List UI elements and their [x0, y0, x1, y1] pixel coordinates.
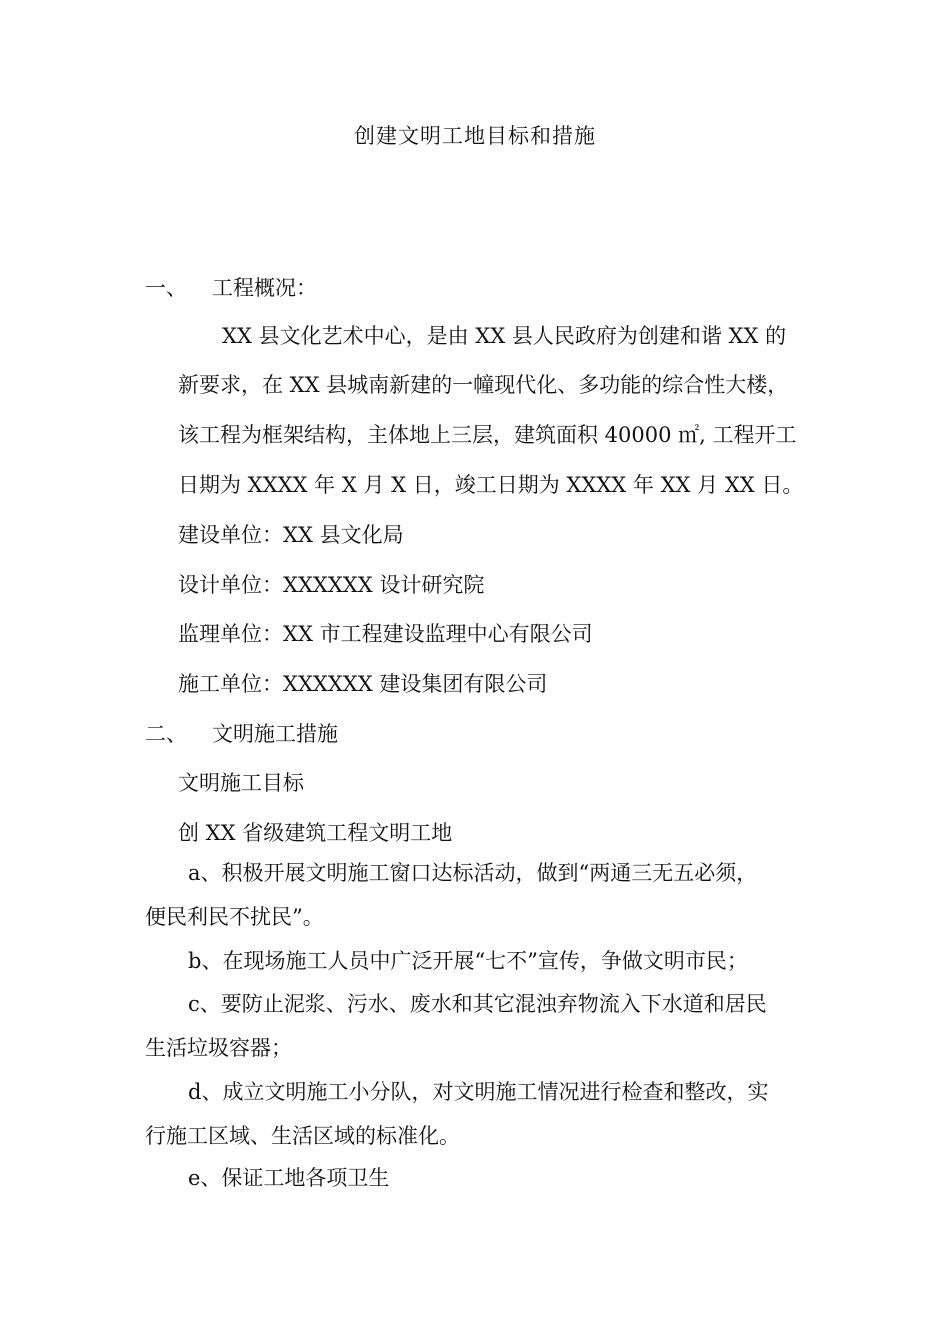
- section-1-number: 一、: [145, 276, 187, 300]
- item-c-line-2: 生活垃圾容器；: [145, 1036, 292, 1060]
- goal-heading: 文明施工目标: [178, 771, 304, 795]
- overview-line-3: 该工程为框架结构，主体地上三层，建筑面积 40000 ㎡, 工程开工: [178, 423, 797, 447]
- section-2-heading: 文明施工措施: [212, 722, 338, 746]
- unit-supervisor: 监理单位：XX 市工程建设监理中心有限公司: [178, 622, 593, 646]
- item-a-line-1: a、积极开展文明施工窗口达标活动，做到“两通三无五必须，: [188, 861, 758, 885]
- item-c-line-1: c、要防止泥浆、污水、废水和其它混浊弃物流入下水道和居民: [188, 992, 767, 1016]
- item-b-line-1: b、在现场施工人员中广泛开展“七不”宣传，争做文明市民；: [188, 949, 748, 973]
- unit-construction-owner: 建设单位：XX 县文化局: [178, 523, 404, 547]
- unit-designer: 设计单位：XXXXXX 设计研究院: [178, 573, 485, 597]
- section-2-number: 二、: [145, 722, 187, 746]
- unit-contractor: 施工单位：XXXXXX 建设集团有限公司: [178, 672, 548, 696]
- item-e-line-1: e、保证工地各项卫生: [188, 1166, 390, 1190]
- item-d-line-1: d、成立文明施工小分队，对文明施工情况进行检查和整改，实: [188, 1080, 769, 1104]
- item-a-line-2: 便民利民不扰民”。: [145, 905, 324, 929]
- goal-text: 创 XX 省级建筑工程文明工地: [178, 821, 453, 845]
- overview-line-1: XX 县文化艺术中心，是由 XX 县人民政府为创建和谐 XX 的: [222, 324, 787, 348]
- item-d-line-2: 行施工区域、生活区域的标准化。: [145, 1124, 460, 1148]
- overview-line-2: 新要求，在 XX 县城南新建的一幢现代化、多功能的综合性大楼，: [178, 373, 789, 397]
- overview-line-4: 日期为 XXXX 年 X 月 X 日，竣工日期为 XXXX 年 XX 月 XX 日。: [178, 473, 804, 497]
- document-title: 创建文明工地目标和措施: [354, 124, 596, 148]
- section-1-heading: 工程概况：: [212, 276, 317, 300]
